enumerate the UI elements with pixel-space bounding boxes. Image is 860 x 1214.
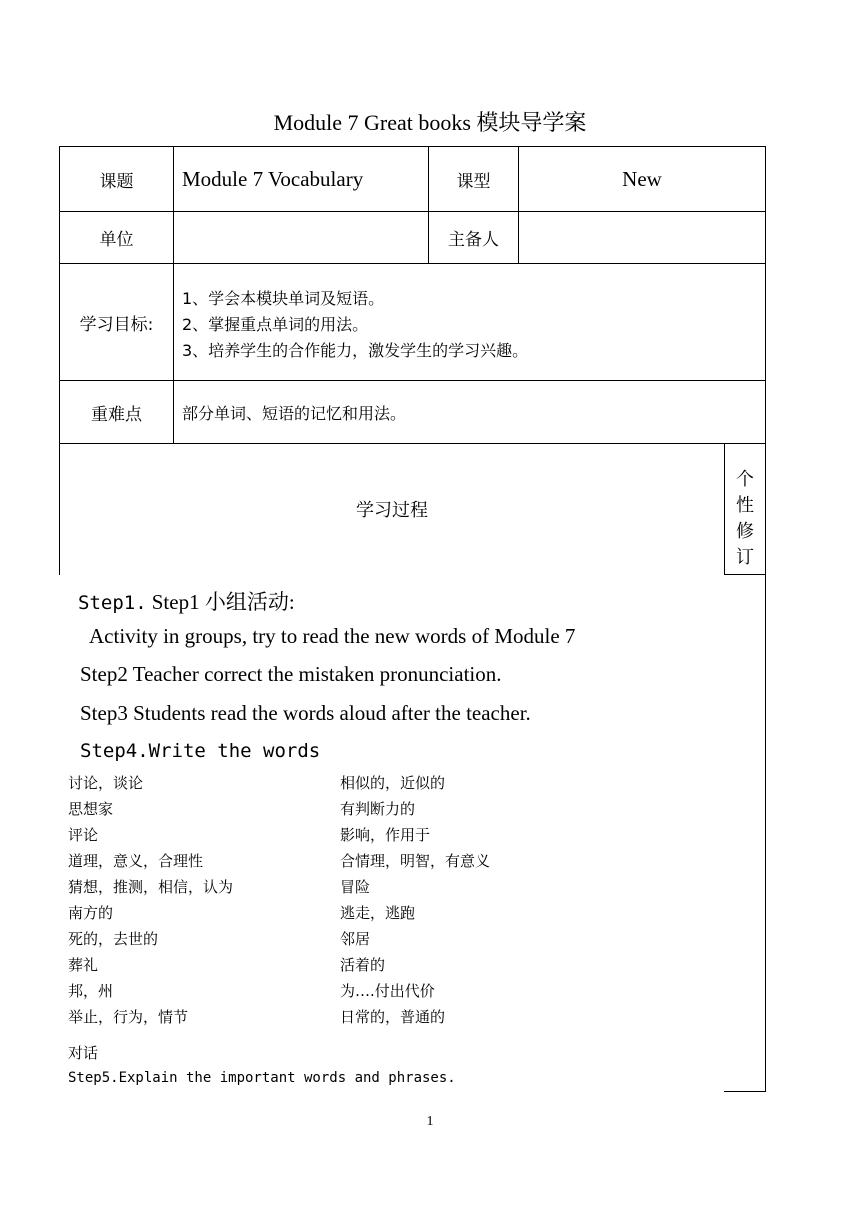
vocab-item: 思想家	[68, 800, 114, 818]
vocab-item: 讨论，谈论	[68, 774, 144, 792]
topic-value: Module 7 Vocabulary	[182, 166, 364, 191]
vocab-item: 为….付出代价	[340, 982, 435, 1000]
step1-line	[78, 586, 295, 616]
vocab-item: 评论	[68, 826, 99, 844]
vocab-item: 日常的，普通的	[340, 1008, 446, 1026]
vocab-list-right	[340, 770, 490, 1030]
vocab-item: 南方的	[68, 904, 114, 922]
goals-label: 学习目标:	[79, 314, 154, 335]
vocab-item: 猜想，推测，相信，认为	[68, 878, 234, 896]
side-column-divider	[724, 574, 765, 575]
step1-detail: Activity in groups, try to read the new words of Module 7	[89, 624, 576, 648]
vocab-item: 有判断力的	[340, 800, 416, 818]
step3: Step3 Students read the words aloud after the teacher.	[80, 701, 531, 725]
vocab-item: 邦，州	[68, 982, 114, 1000]
goal-item: 3、培养学生的合作能力，激发学生的学习兴趣。	[182, 341, 529, 360]
page-number: 1	[426, 1114, 434, 1129]
personal-revision-label: 个 性 修 订	[736, 469, 754, 568]
goals-list	[182, 286, 528, 364]
lesson-type-value: New	[622, 166, 662, 191]
vocab-item: 相似的，近似的	[340, 774, 446, 792]
step2: Step2 Teacher correct the mistaken pronunciation.	[80, 662, 502, 686]
vocab-item: 逃走，逃跑	[340, 904, 416, 922]
step1-prefix: Step1.	[78, 592, 147, 614]
side-column-left	[724, 443, 725, 575]
vocab-item: 举止，行为，情节	[68, 1008, 189, 1026]
vocab-item: 冒险	[340, 878, 371, 896]
goal-item: 2、掌握重点单词的用法。	[182, 315, 369, 334]
step4: Step4.Write the words	[80, 740, 321, 762]
process-label: 学习过程	[356, 500, 428, 521]
unit-label: 单位	[99, 230, 134, 250]
vocab-item: 道理，意义，合理性	[68, 852, 204, 870]
difficulties-label: 重难点	[91, 404, 142, 425]
vocab-item: 活着的	[340, 956, 386, 974]
dialogue-label: 对话	[68, 1044, 99, 1062]
vocab-item: 影响，作用于	[340, 826, 431, 844]
vocab-item: 葬礼	[68, 956, 99, 974]
step5: Step5.Explain the important words and phrases.	[68, 1070, 456, 1086]
vocab-item: 邻居	[340, 930, 371, 948]
vocab-item: 死的，去世的	[68, 930, 159, 948]
table-col-divider	[173, 146, 174, 444]
page-title: Module 7 Great books 模块导学案	[273, 110, 587, 135]
vocab-item: 合情理，明智，有意义	[340, 852, 491, 870]
topic-label: 课题	[99, 171, 134, 192]
vocab-list-left	[68, 770, 233, 1030]
goal-item: 1、学会本模块单词及短语。	[182, 289, 385, 308]
preparer-label: 主备人	[448, 230, 499, 250]
difficulties-text: 部分单词、短语的记忆和用法。	[182, 403, 407, 423]
lesson-type-label: 课型	[456, 171, 491, 192]
table-border-right	[765, 146, 766, 1092]
side-column-bottom	[724, 1091, 765, 1092]
step1-heading: Step1 小组活动:	[151, 590, 295, 614]
